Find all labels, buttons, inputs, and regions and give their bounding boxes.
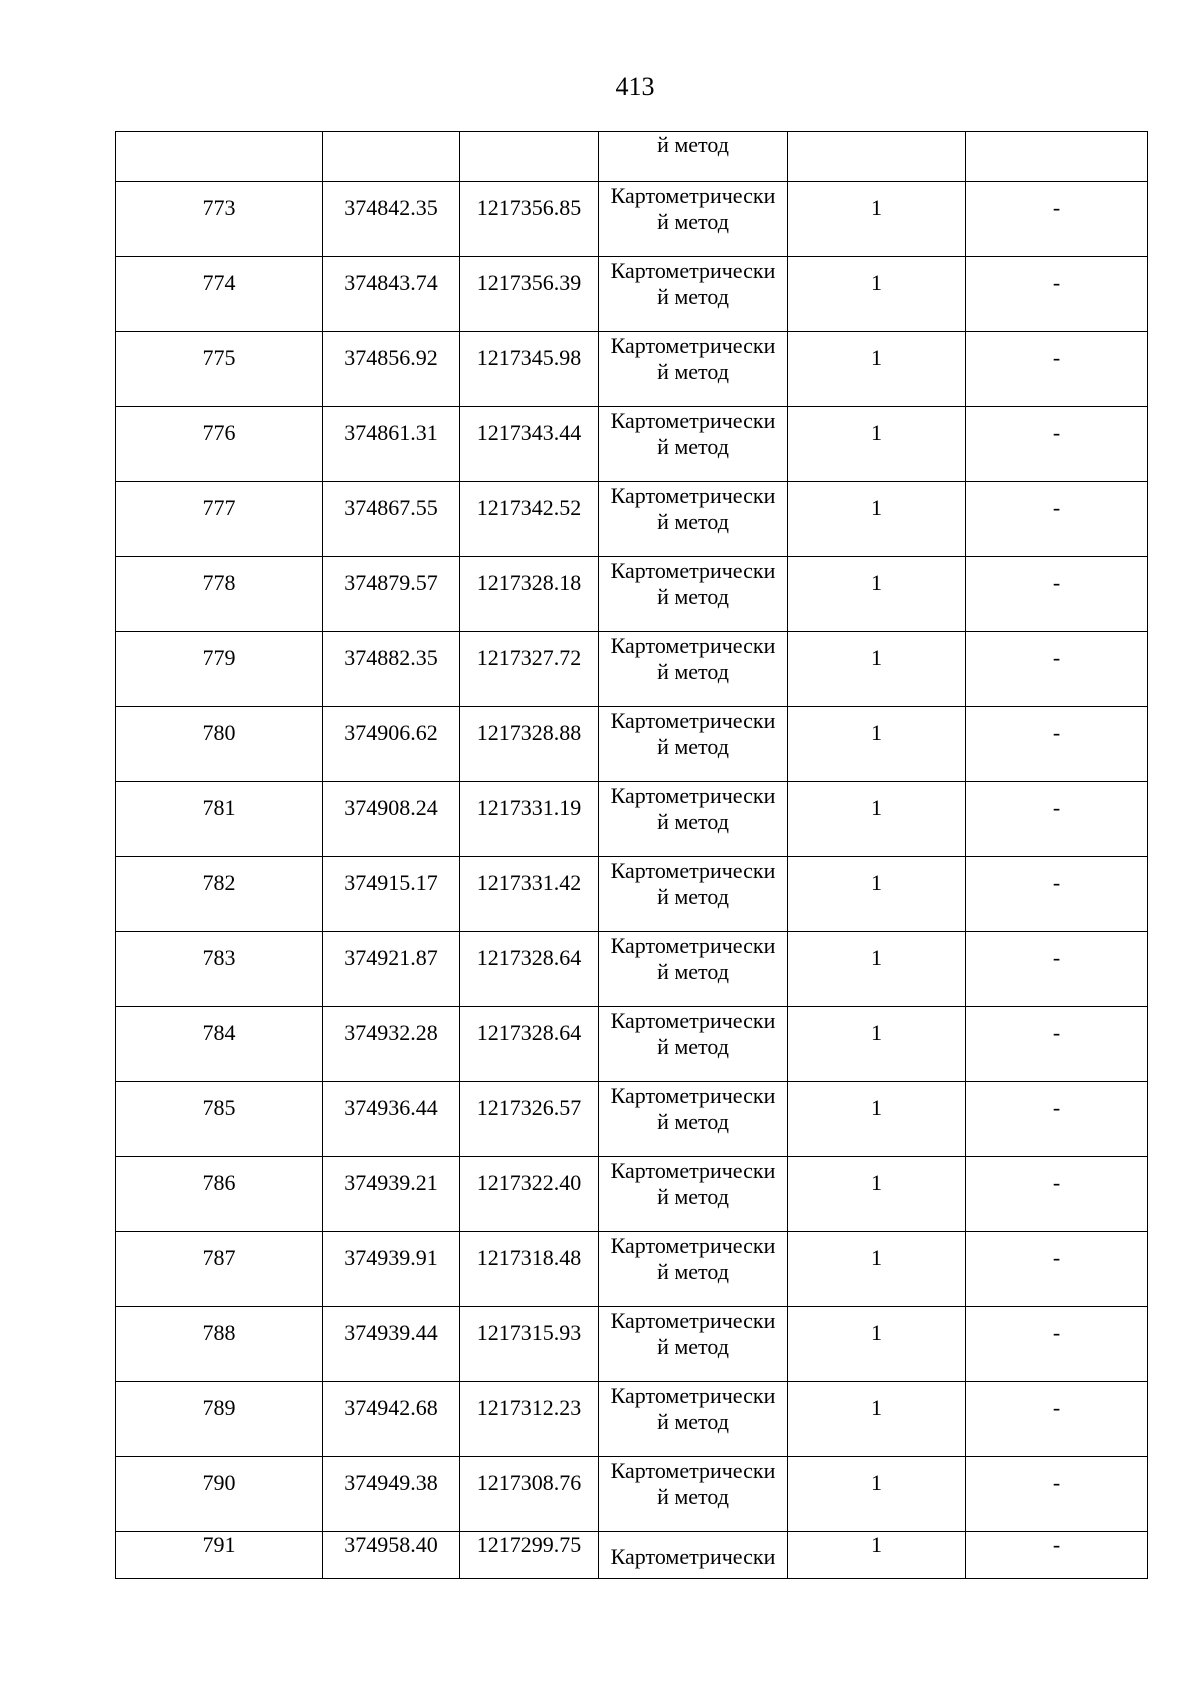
- note: -: [1052, 1170, 1061, 1195]
- method-line-1: Картометрически: [610, 933, 776, 958]
- table-row: [116, 182, 1148, 257]
- point-number: 787: [202, 1245, 236, 1270]
- table-row: [116, 1157, 1148, 1232]
- coordinate-x: 374939.44: [344, 1320, 438, 1345]
- point-number: 781: [202, 795, 236, 820]
- point-number: 784: [202, 1020, 236, 1045]
- accuracy: 1: [871, 1095, 882, 1120]
- accuracy: 1: [871, 1320, 882, 1345]
- coordinate-y: 1217328.64: [476, 945, 582, 970]
- point-number: 775: [202, 345, 236, 370]
- point-number: 774: [202, 270, 236, 295]
- point-number: 786: [202, 1170, 236, 1195]
- coordinate-y: 1217326.57: [476, 1095, 582, 1120]
- table-row: [116, 1307, 1148, 1382]
- table-row: [116, 332, 1148, 407]
- method-line-2: й метод: [657, 1409, 729, 1434]
- table-row: [116, 482, 1148, 557]
- coordinate-x: 374867.55: [344, 495, 438, 520]
- method-line-2: й метод: [657, 1109, 729, 1134]
- note: -: [1052, 345, 1061, 370]
- method-line-2: й метод: [657, 734, 729, 759]
- coordinate-y: 1217356.39: [476, 270, 582, 295]
- accuracy: 1: [871, 1470, 882, 1495]
- coordinates-table: [115, 131, 1148, 1579]
- coordinate-x: 374921.87: [344, 945, 438, 970]
- method-line-2: й метод: [657, 284, 729, 309]
- method-line-1: Картометрически: [610, 1158, 776, 1183]
- method-line-1: Картометрически: [610, 708, 776, 733]
- method-line-2: й метод: [657, 1484, 729, 1509]
- method-line-1: Картометрически: [610, 483, 776, 508]
- method-line-1: Картометрически: [610, 408, 776, 433]
- coordinate-x: 374939.91: [344, 1245, 438, 1270]
- table-row: [116, 707, 1148, 782]
- note: -: [1052, 870, 1061, 895]
- coordinate-x: 374915.17: [344, 870, 438, 895]
- note: -: [1052, 1532, 1061, 1557]
- table-row-continuation: [116, 132, 1148, 182]
- coordinate-y: 1217343.44: [476, 420, 582, 445]
- accuracy: 1: [871, 420, 882, 445]
- coordinate-y: 1217356.85: [476, 195, 582, 220]
- table-row: [116, 1382, 1148, 1457]
- coordinate-x: 374879.57: [344, 570, 438, 595]
- table-row: [116, 257, 1148, 332]
- method-line-1: Картометрически: [610, 1083, 776, 1108]
- coordinate-y: 1217315.93: [476, 1320, 582, 1345]
- method-line-2: й метод: [657, 434, 729, 459]
- coordinate-y: 1217342.52: [476, 495, 582, 520]
- method-line-2: й метод: [657, 659, 729, 684]
- point-number: 790: [202, 1470, 236, 1495]
- method-line-1: Картометрически: [610, 1458, 776, 1483]
- method-line-2: й метод: [657, 959, 729, 984]
- coordinate-x: 374936.44: [344, 1095, 438, 1120]
- method-line-1: Картометрически: [610, 258, 776, 283]
- accuracy: 1: [871, 795, 882, 820]
- method-line-1: Картометрически: [610, 183, 776, 208]
- coordinate-x: 374939.21: [344, 1170, 438, 1195]
- accuracy: 1: [871, 195, 882, 220]
- coordinate-x: 374958.40: [344, 1532, 438, 1557]
- page-number: 413: [615, 72, 655, 101]
- coordinate-x: 374906.62: [344, 720, 438, 745]
- coordinate-x: 374861.31: [344, 420, 438, 445]
- method-cell: й метод: [657, 132, 729, 157]
- accuracy: 1: [871, 945, 882, 970]
- point-number: 779: [202, 645, 236, 670]
- method-line-1: Картометрически: [610, 1008, 776, 1033]
- coordinate-x: 374908.24: [344, 795, 438, 820]
- note: -: [1052, 420, 1061, 445]
- method-line-2: й метод: [657, 1184, 729, 1209]
- table-row: [116, 782, 1148, 857]
- accuracy: 1: [871, 870, 882, 895]
- note: -: [1052, 570, 1061, 595]
- note: -: [1052, 195, 1061, 220]
- coordinate-y: 1217299.75: [476, 1532, 582, 1557]
- coordinate-y: 1217345.98: [476, 345, 582, 370]
- accuracy: 1: [871, 345, 882, 370]
- coordinate-x: 374932.28: [344, 1020, 438, 1045]
- accuracy: 1: [871, 270, 882, 295]
- accuracy: 1: [871, 645, 882, 670]
- accuracy: 1: [871, 1395, 882, 1420]
- note: -: [1052, 720, 1061, 745]
- note: -: [1052, 945, 1061, 970]
- method-line-1: Картометрически: [610, 333, 776, 358]
- table-row: [116, 1232, 1148, 1307]
- coordinate-y: 1217312.23: [476, 1395, 582, 1420]
- table-row: [116, 932, 1148, 1007]
- coordinate-y: 1217331.19: [476, 795, 582, 820]
- method-line-1: Картометрически: [610, 858, 776, 883]
- note: -: [1052, 1020, 1061, 1045]
- table-row: [116, 1082, 1148, 1157]
- table-row: [116, 857, 1148, 932]
- point-number: 780: [202, 720, 236, 745]
- point-number: 791: [202, 1532, 236, 1557]
- note: -: [1052, 270, 1061, 295]
- method-line-2: й метод: [657, 884, 729, 909]
- accuracy: 1: [871, 1532, 882, 1557]
- table-row: [116, 407, 1148, 482]
- method-line-1: Картометрически: [610, 1383, 776, 1408]
- table-row: [116, 1457, 1148, 1532]
- point-number: 783: [202, 945, 236, 970]
- coordinate-x: 374882.35: [344, 645, 438, 670]
- coordinate-x: 374942.68: [344, 1395, 438, 1420]
- note: -: [1052, 1395, 1061, 1420]
- note: -: [1052, 1245, 1061, 1270]
- point-number: 776: [202, 420, 236, 445]
- accuracy: 1: [871, 1020, 882, 1045]
- method-line-2: й метод: [657, 509, 729, 534]
- point-number: 785: [202, 1095, 236, 1120]
- note: -: [1052, 1470, 1061, 1495]
- coordinate-y: 1217327.72: [476, 645, 582, 670]
- note: -: [1052, 795, 1061, 820]
- coordinate-y: 1217322.40: [476, 1170, 582, 1195]
- method-line-2: й метод: [657, 209, 729, 234]
- accuracy: 1: [871, 495, 882, 520]
- note: -: [1052, 495, 1061, 520]
- note: -: [1052, 1320, 1061, 1345]
- method-line-2: й метод: [657, 1034, 729, 1059]
- method-line-1: Картометрически: [610, 633, 776, 658]
- coordinate-x: 374856.92: [344, 345, 438, 370]
- table-row: [116, 557, 1148, 632]
- method-line-2: й метод: [657, 1259, 729, 1284]
- coordinate-y: 1217331.42: [476, 870, 582, 895]
- method-line-1: Картометрически: [610, 1544, 776, 1569]
- point-number: 788: [202, 1320, 236, 1345]
- method-line-1: Картометрически: [610, 558, 776, 583]
- note: -: [1052, 645, 1061, 670]
- accuracy: 1: [871, 1245, 882, 1270]
- accuracy: 1: [871, 1170, 882, 1195]
- table-row: [116, 1007, 1148, 1082]
- method-line-2: й метод: [657, 359, 729, 384]
- method-line-1: Картометрически: [610, 1233, 776, 1258]
- point-number: 778: [202, 570, 236, 595]
- coordinate-y: 1217308.76: [476, 1470, 582, 1495]
- coordinate-y: 1217318.48: [476, 1245, 582, 1270]
- point-number: 777: [202, 495, 236, 520]
- table-row: [116, 632, 1148, 707]
- method-line-2: й метод: [657, 1334, 729, 1359]
- method-line-1: Картометрически: [610, 1308, 776, 1333]
- point-number: 782: [202, 870, 236, 895]
- coordinate-x: 374843.74: [344, 270, 438, 295]
- coordinate-x: 374842.35: [344, 195, 438, 220]
- point-number: 789: [202, 1395, 236, 1420]
- coordinate-y: 1217328.18: [476, 570, 582, 595]
- method-line-1: Картометрически: [610, 783, 776, 808]
- method-line-2: й метод: [657, 809, 729, 834]
- coordinate-y: 1217328.64: [476, 1020, 582, 1045]
- table-row: [116, 1532, 1148, 1579]
- point-number: 773: [202, 195, 236, 220]
- note: -: [1052, 1095, 1061, 1120]
- accuracy: 1: [871, 570, 882, 595]
- coordinate-y: 1217328.88: [476, 720, 582, 745]
- coordinate-x: 374949.38: [344, 1470, 438, 1495]
- accuracy: 1: [871, 720, 882, 745]
- method-line-2: й метод: [657, 584, 729, 609]
